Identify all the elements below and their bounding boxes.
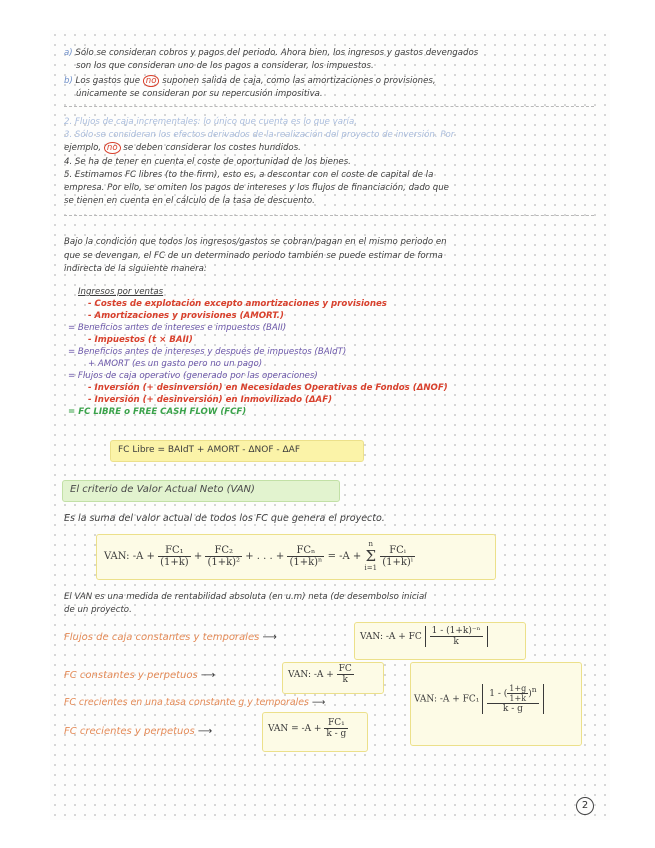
case-4-formula: VAN = -A + $\frac{\text{FC₁}}{k - g}$ — [268, 718, 347, 739]
case-3-label: FC crecientes en una tasa constante g y temporales — [64, 697, 309, 708]
point-4: 4. Se ha de tener en cuenta el coste de oportunidad de los bienes. — [64, 157, 351, 167]
sum-symbol: n Σ i=1 — [364, 540, 378, 572]
item-b-pre: Los gastos que — [75, 76, 141, 86]
point-3 — [64, 129, 454, 141]
case-1 — [64, 632, 277, 644]
fc-libre-formula: FC Libre = BAIdT + AMORT - ΔNOF - ΔAF — [118, 445, 300, 455]
item-b — [64, 75, 436, 87]
van-note-line2: de un proyecto. — [64, 605, 132, 615]
point-3-pre: ejemplo, — [64, 143, 102, 153]
case-2-label: FC constantes y perpetuos — [64, 670, 198, 681]
point-5: 5. Estimamos FC libres (to the firm), esto es, a descontar con el coste de capital de la — [64, 170, 434, 180]
page-number: 2 — [576, 797, 594, 815]
item-b-line2: únicamente se consideran por su repercusión impositiva. — [76, 89, 323, 99]
van-term-i: $\frac{\text{FCᵢ}}{\text{(1+k)ⁱ}}$ — [382, 545, 413, 568]
list-ingresos: Ingresos por ventas — [78, 287, 164, 297]
case-2-formula: VAN: -A + $\frac{FC}{k}$ — [288, 664, 352, 685]
item-b-label: b) — [64, 76, 73, 86]
point-3-text: 3. Sólo se consideran los efectos derivados de la realización del proyecto de inversión. Por — [64, 130, 455, 140]
section-title: El criterio de Valor Actual Neto (VAN) — [70, 484, 255, 495]
item-a-line1: Sólo se consideran cobros y pagos del periodo. Ahora bien, los ingresos y gastos devengados — [75, 48, 479, 58]
item-a-line2: son los que consideran uno de los pagos a considerar, los impuestos. — [76, 61, 374, 71]
van-lhs: VAN: -A + — [104, 551, 155, 562]
list-plus-amort: + AMORT (es un gasto pero no un pago) — [88, 359, 263, 369]
item-a-label: a) — [64, 48, 73, 58]
item-a — [64, 47, 478, 59]
item-b-post: suponen salida de caja, como las amortizaciones o provisiones, — [162, 76, 436, 86]
point-2: 2. Flujos de caja incrementales: lo único que cuenta es lo que varía. — [64, 117, 357, 127]
van-note-line1: El VAN es una medida de rentabilidad absoluta (en u.m) neta (de desembolso inicial — [64, 592, 427, 602]
list-flujo-operativo: = Flujos de caja operativo (generado por las operaciones) — [68, 371, 318, 381]
point-5-line3: se tienen en cuenta en el cálculo de la tasa de descuento. — [64, 196, 315, 206]
case-3 — [64, 697, 325, 709]
intro-line3: indirecta de la siguiente manera: — [64, 264, 207, 274]
intro-line1: Bajo la condición que todos los ingresos/gastos se cobran/pagan en el mismo periodo en — [64, 237, 447, 247]
case-1-label: Flujos de caja constantes y temporales — [64, 632, 260, 643]
arrow-icon: ⟶ — [262, 632, 277, 643]
arrow-icon: ⟶ — [197, 726, 213, 737]
divider — [64, 215, 594, 216]
point-3-no-circled: no — [104, 142, 121, 154]
intro-line2: que se devengan, el FC de un determinado periodo también se puede estimar de forma — [64, 251, 443, 261]
case-1-formula: VAN: -A + FC $\frac{\text{1 - (1+k)⁻ⁿ}}{k}$ — [360, 626, 488, 647]
van-term-2: $\frac{\text{FC₂}}{\text{(1+k)²}}$ — [207, 545, 241, 568]
list-costes: - Costes de explotación excepto amortizaciones y provisiones — [88, 299, 387, 309]
point-5-line2: empresa. Por ello, se omiten los pagos de intereses y los flujos de financiación, dado que — [64, 183, 449, 193]
item-b-no-circled: no — [143, 75, 160, 87]
list-baii: = Beneficios antes de intereses e impuestos (BAII) — [68, 323, 287, 333]
van-eq: = -A + — [327, 551, 362, 562]
van-term-1: $\frac{\text{FC₁}}{(1+k)}$ — [160, 545, 189, 568]
list-inv-af: - Inversión (+ desinversión) en Inmovilizado (ΔAF) — [88, 395, 332, 405]
divider — [64, 106, 594, 107]
van-dots: + . . . + — [245, 551, 285, 562]
list-amort: - Amortizaciones y provisiones (AMORT.) — [88, 311, 284, 321]
case-4 — [64, 726, 212, 738]
point-3-post: se deben considerar los costes hundidos. — [123, 143, 301, 153]
list-impuestos: - Impuestos (t × BAII) — [88, 335, 193, 345]
point-3-cont — [64, 142, 301, 154]
van-definition: Es la suma del valor actual de todos los FC que genera el proyecto. — [64, 513, 385, 524]
list-fcf: = FC LIBRE o FREE CASH FLOW (FCF) — [68, 407, 247, 417]
case-4-label: FC crecientes y perpetuos — [64, 726, 195, 737]
van-formula: VAN: -A + $\frac{\text{FC₁}}{(1+k)}$ + $\frac{\text{FC₂}}{\text{(1+k)²}}$ + . . . + $\frac{\text{FCₙ}}{\text{(1+k)ⁿ}}$ = -A + n Σ i=1 $\frac{\text{FCᵢ}}{\text{(1+k)ⁱ}}$ — [104, 540, 413, 572]
case-2 — [64, 670, 215, 682]
case-3-formula: VAN: -A + FC₁ 1 - ( $\frac{1+g}{1+k}$ )$^n$ k - g — [414, 684, 544, 714]
list-baidt: = Beneficios antes de intereses y después de impuestos (BAIdT) — [68, 347, 347, 357]
arrow-icon: ⟶ — [200, 670, 216, 681]
van-term-n: $\frac{\text{FCₙ}}{\text{(1+k)ⁿ}}$ — [289, 545, 323, 568]
arrow-icon: ⟶ — [311, 697, 326, 708]
list-inv-nof: - Inversión (+ desinversión) en Necesidades Operativas de Fondos (ΔNOF) — [88, 383, 448, 393]
